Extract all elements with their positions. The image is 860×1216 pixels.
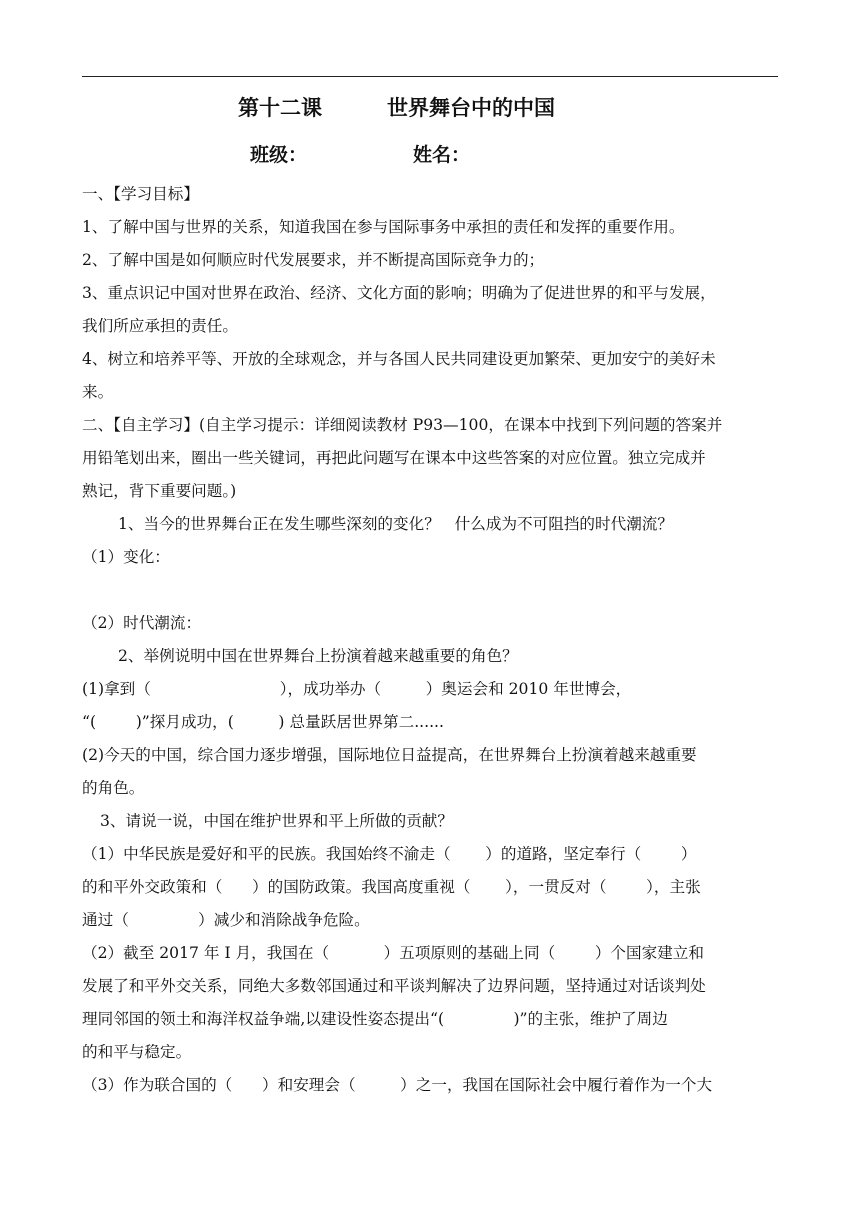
section2-heading: 熟记，背下重要问题。): [82, 482, 237, 500]
question-3-line: 通过（ ）减少和消除战争危险。: [82, 911, 370, 929]
question-3-line: （1）中华民族是爱好和平的民族。我国始终不渝走（ ）的道路，坚定奉行（ ）: [82, 845, 697, 863]
question-3-line: （3）作为联合国的（ ）和安理会（ ）之一，我国在国际社会中履行着作为一个大: [82, 1076, 713, 1094]
objective-item: 1、了解中国与世界的关系，知道我国在参与国际事务中承担的责任和发挥的重要作用。: [82, 218, 685, 236]
question-3-line: 理同邻国的领土和海洋权益争端,以建设性姿态提出“( )”的主张，维护了周边: [82, 1010, 668, 1028]
lesson-number: 第十二课: [238, 96, 322, 120]
question-3-line: 发展了和平外交关系，同绝大多数邻国通过和平谈判解决了边界问题，坚持通过对话谈判处: [82, 977, 706, 995]
question-3-line: 的和平外交政策和（ ）的国防政策。我国高度重视（ ），一贯反对（ ），主张: [82, 878, 701, 896]
section2-heading: 二、【自主学习】(自主学习提示：详细阅读教材 P93—100，在课本中找到下列问题的答案并: [82, 416, 723, 434]
question-3-line: 的和平与稳定。: [82, 1043, 192, 1061]
question-1: 1、当今的世界舞台正在发生哪些深刻的变化？ 什么成为不可阻挡的时代潮流？: [118, 515, 673, 533]
objective-item: 4、树立和培养平等、开放的全球观念，并与各国人民共同建设更加繁荣、更加安宁的美好未: [82, 350, 716, 368]
class-label: 班级：: [250, 144, 308, 166]
answer-space: [82, 574, 780, 607]
objective-item: 3、重点识记中国对世界在政治、经济、文化方面的影响；明确为了促进世界的和平与发展，: [82, 284, 716, 302]
question-1-part-a: （1）变化：: [82, 548, 170, 566]
question-1-part-b: （2）时代潮流：: [82, 614, 202, 632]
question-2-line: (2)今天的中国，综合国力逐步增强，国际地位日益提高，在世界舞台上扮演着越来越重要: [82, 746, 697, 764]
objective-item: 我们所应承担的责任。: [82, 317, 238, 335]
lesson-topic: 世界舞台中的中国: [387, 96, 555, 120]
objective-item: 2、了解中国是如何顺应时代发展要求，并不断提高国际竞争力的；: [82, 251, 545, 269]
question-2-line: 的角色。: [82, 779, 145, 797]
section2-heading: 用铅笔划出来，圈出一些关键词，再把此问题写在课本中这些答案的对应位置。独立完成并: [82, 449, 706, 467]
question-2-line: (1)拿到（ ），成功举办（ ）奥运会和 2010 年世博会，: [82, 680, 632, 698]
question-2-line: “( )”探月成功，( ) 总量跃居世界第二......: [82, 713, 444, 731]
question-2: 2、举例说明中国在世界舞台上扮演着越来越重要的角色？: [118, 647, 518, 665]
section1-heading: 一、【学习目标】: [82, 185, 199, 203]
objective-item: 来。: [82, 383, 114, 401]
worksheet-body: [82, 178, 780, 1102]
name-label: 姓名：: [413, 144, 471, 166]
header-rule: [82, 76, 778, 77]
question-3: 3、请说一说，中国在维护世界和平上所做的贡献？: [100, 812, 453, 830]
question-3-line: （2）截至 2017 年 I 月，我国在（ ）五项原则的基础上同（ ）个国家建立和: [82, 944, 704, 962]
